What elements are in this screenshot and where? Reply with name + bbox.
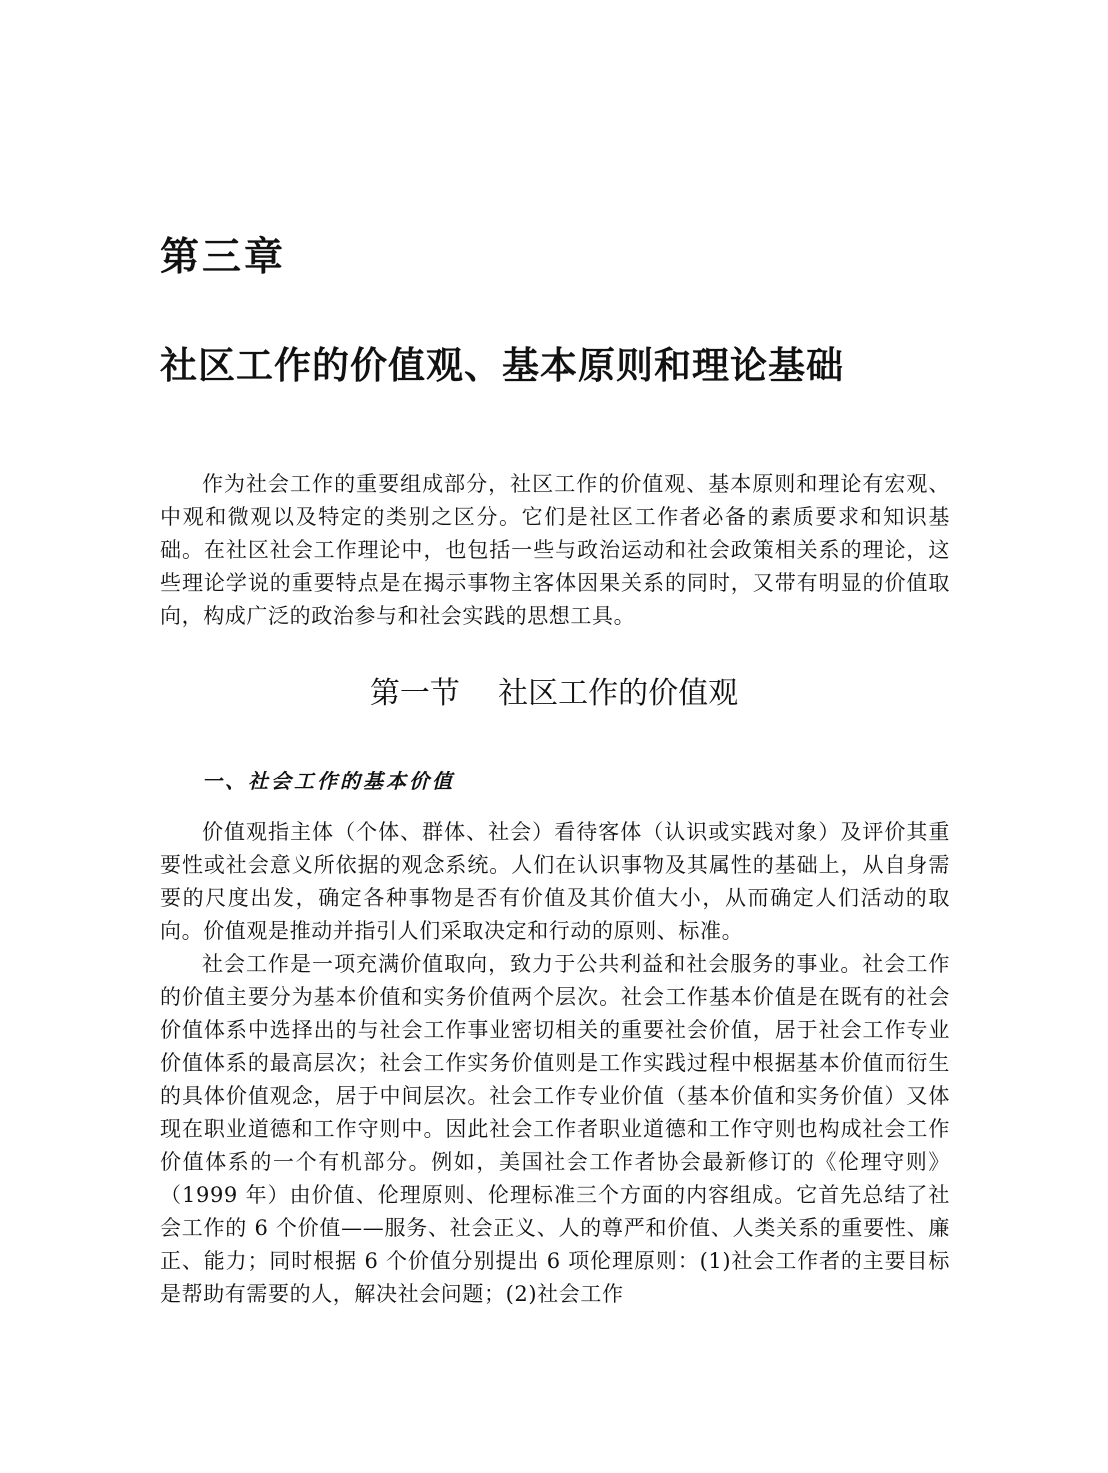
body-paragraph: 价值观指主体（个体、群体、社会）看待客体（认识或实践对象）及评价其重要性或社会意义所依据的观念系统。人们在认识事物及其属性的基础上，从自身需要的尺度出发，确定各种事物是否有价值及其价值大小，从而确定人们活动的取向。价值观是推动并指引人们采取决定和行动的原则、标准。 (160, 820, 950, 943)
body-text (160, 816, 950, 1311)
section-title: 第一节 社区工作的价值观 (369, 676, 739, 711)
intro-paragraph: 作为社会工作的重要组成部分，社区工作的价值观、基本原则和理论有宏观、中观和微观以及特定的类别之区分。它们是社区工作者必备的素质要求和知识基础。在社区社会工作理论中，也包括一些与政治运动和社会政策相关系的理论，这些理论学说的重要特点是在揭示事物主客体因果关系的同时，又带有明显的价值取向，构成广泛的政治参与和社会实践的思想工具。 (160, 472, 950, 628)
chapter-title: 社区工作的价值观、基本原则和理论基础 (160, 344, 844, 387)
chapter-label: 第三章 (160, 235, 287, 280)
subsection-title: 一、社会工作的基本价值 (202, 769, 455, 793)
body-paragraph: 社会工作是一项充满价值取向，致力于公共利益和社会服务的事业。社会工作的价值主要分为基本价值和实务价值两个层次。社会工作基本价值是在既有的社会价值体系中选择出的与社会工作事业密切相关的重要社会价值，居于社会工作专业价值体系的最高层次；社会工作实务价值则是工作实践过程中根据基本价值而衍生的具体价值观念，居于中间层次。社会工作专业价值（基本价值和实务价值）又体现在职业道德和工作守则中。因此社会工作者职业道德和工作守则也构成社会工作价值体系的一个有机部分。例如，美国社会工作者协会最新修订的《伦理守则》（1999 年）由价值、伦理原则、伦理标准三个方面的内容组成。它首先总结了社会工作的 6 个价值——服务、社会正义、人的尊严和价值、人类关系的重要性、廉正、能力；同时根据 6 个价值分别提出 6 项伦理原则：(1)社会工作者的主要目标是帮助有需要的人，解决社会问题；(2)社会工作 (160, 952, 950, 1306)
intro-block (160, 468, 950, 633)
